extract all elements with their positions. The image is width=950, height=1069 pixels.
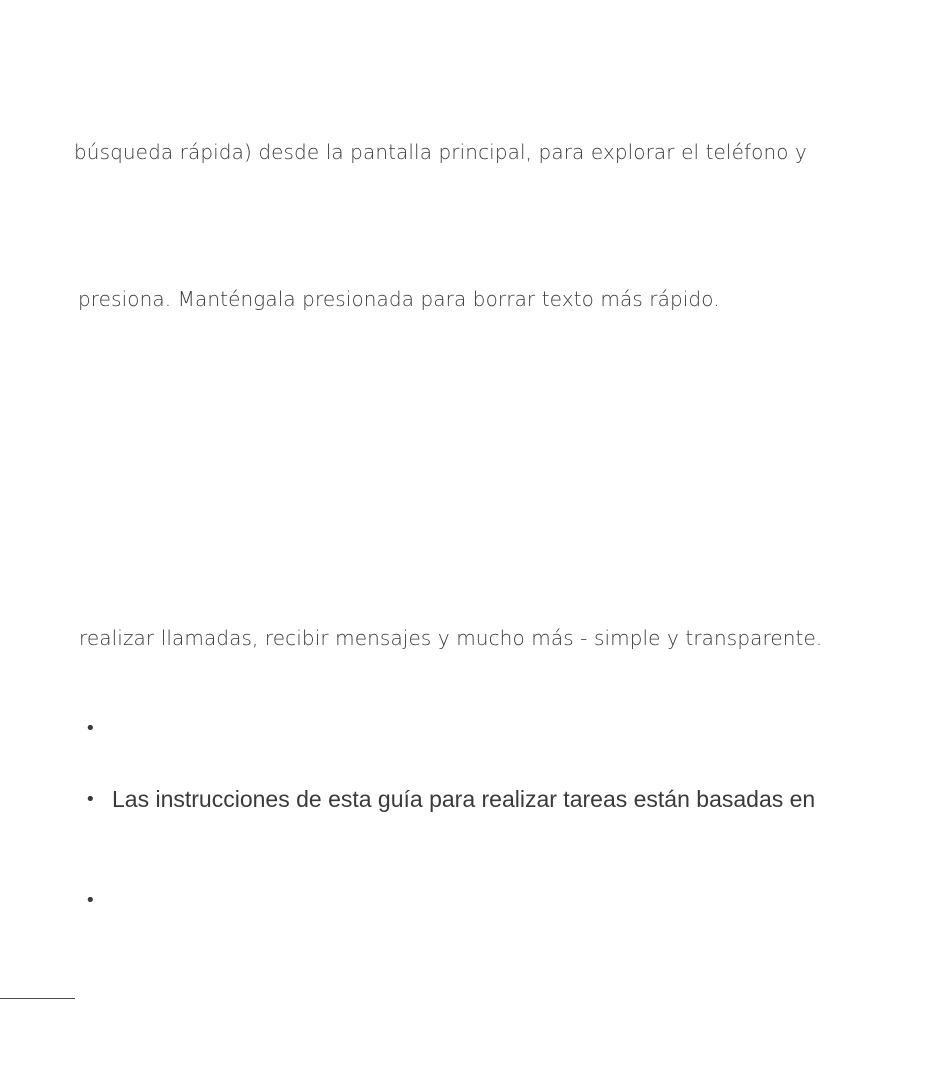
bullet-marker: •	[85, 890, 96, 911]
text-line-calls-messages: realizar llamadas, recibir mensajes y mucho más - simple y transparente.	[79, 626, 823, 650]
text-line-delete-key: presiona. Manténgala presionada para borrar texto más rápido.	[78, 287, 720, 311]
bullet-item-text: Las instrucciones de esta guía para realizar tareas están basadas en	[112, 786, 816, 812]
footnote-divider	[0, 998, 75, 999]
bullet-marker: •	[85, 789, 96, 810]
bullet-marker: •	[85, 718, 96, 739]
text-line-search: búsqueda rápida) desde la pantalla principal, para explorar el teléfono y	[74, 140, 807, 164]
